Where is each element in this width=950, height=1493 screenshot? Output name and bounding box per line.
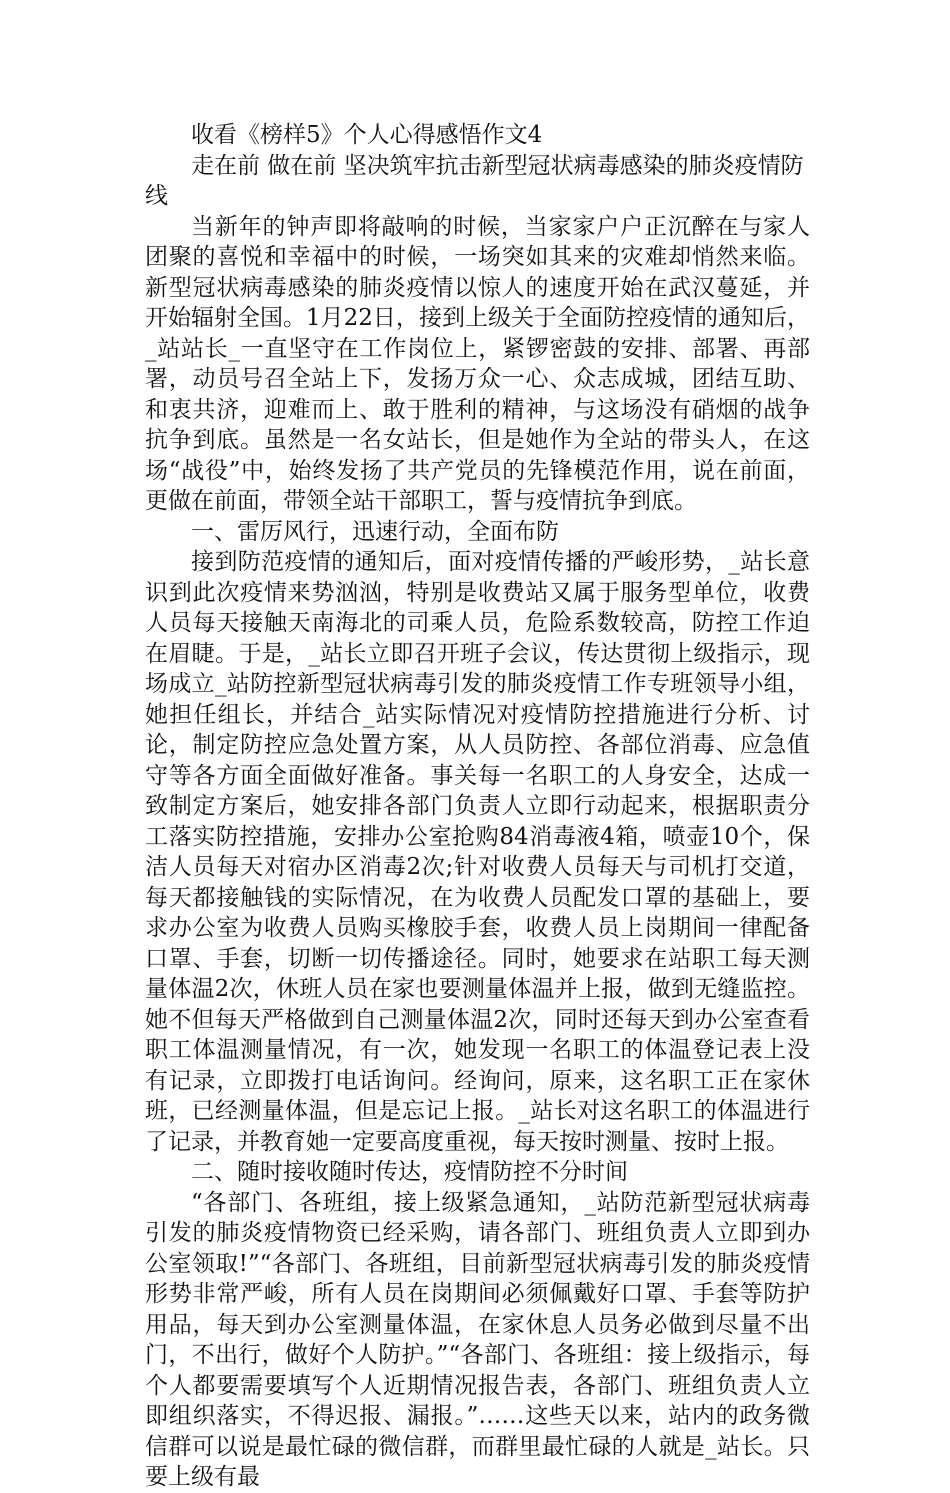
paragraph-section-2: “各部门、各班组，接上级紧急通知，_站防范新型冠状病毒引发的肺炎疫情物资已经采购，请各部门、班组负责人立即到办公室领取!”“各部门、各班组，目前新型冠状病毒引发的肺炎疫情形势非常严峻，所有人员在岗期间必须佩戴好口罩、手套等防护用品，每天到办公室测量体温，在家休息人员务必做到尽量不出门，不出行，做好个人防护。”“各部门、各班组：接上级指示，每个人都要需要填写个人近期情况报告表，各部门、班组负责人立即组织落实，不得迟报、漏报。”……这些天以来，站内的政务微信群可以说是最忙碌的微信群，而群里最忙碌的人就是_站长。只要上级有最	[145, 1189, 810, 1490]
document-title: 收看《榜样5》个人心得感悟作文4	[191, 122, 543, 148]
document-subtitle: 走在前 做在前 坚决筑牢抗击新型冠状病毒感染的肺炎疫情防线	[145, 152, 804, 209]
document-body	[145, 120, 810, 1493]
paragraph-section-1: 接到防范疫情的通知后，面对疫情传播的严峻形势，_站长意识到此次疫情来势汹汹，特别是收费站又属于服务型单位，收费人员每天接触天南海北的司乘人员，危险系数较高，防控工作迫在眉睫。于是，_站长立即召开班子会议，传达贯彻上级指示，现场成立_站防控新型冠状病毒引发的肺炎疫情工作专班领导小组，她担任组长，并结合_站实际情况对疫情防控措施进行分析、讨论，制定防控应急处置方案，从人员防控、各部位消毒、应急值守等各方面全面做好准备。事关每一名职工的人身安全，达成一致制定方案后，她安排各部门负责人立即行动起来，根据职责分工落实防控措施，安排办公室抢购84消毒液4箱，喷壶10个，保洁人员每天对宿办区消毒2次;针对收费人员每天与司机打交道，每天都接触钱的实际情况，在为收费人员配发口罩的基础上，要求办公室为收费人员购买橡胶手套，收费人员上岗期间一律配备口罩、手套，切断一切传播途径。同时，她要求在站职工每天测量体温2次，休班人员在家也要测量体温并上报，做到无缝监控。她不但每天严格做到自己测量体温2次，同时还每天到办公室查看职工体温测量情况，有一次，她发现一名职工的体温登记表上没有记录，立即拨打电话询问。经询问，原来，这名职工正在家休班，已经测量体温，但是忘记上报。_站长对这名职工的体温进行了记录，并教育她一定要高度重视，每天按时测量、按时上报。	[145, 549, 810, 1155]
section-heading-1: 一、雷厉风行，迅速行动，全面布防	[191, 518, 559, 545]
section-heading-2: 二、随时接收随时传达，疫情防控不分时间	[191, 1159, 628, 1185]
paragraph-intro: 当新年的钟声即将敲响的时候，当家家户户正沉醉在与家人团聚的喜悦和幸福中的时候，一场突如其来的灾难却悄然来临。新型冠状病毒感染的肺炎疫情以惊人的速度开始在武汉蔓延，并开始辐射全国。1月22日，接到上级关于全面防控疫情的通知后，_站站长_一直坚守在工作岗位上，紧锣密鼓的安排、部署、再部署，动员号召全站上下，发扬万众一心、众志成城，团结互助、和衷共济，迎难而上、敢于胜利的精神，与这场没有硝烟的战争抗争到底。虽然是一名女站长，但是她作为全站的带头人，在这场“战役”中，始终发扬了共产党员的先锋模范作用，说在前面，更做在前面，带领全站干部职工，誓与疫情抗争到底。	[145, 213, 810, 514]
